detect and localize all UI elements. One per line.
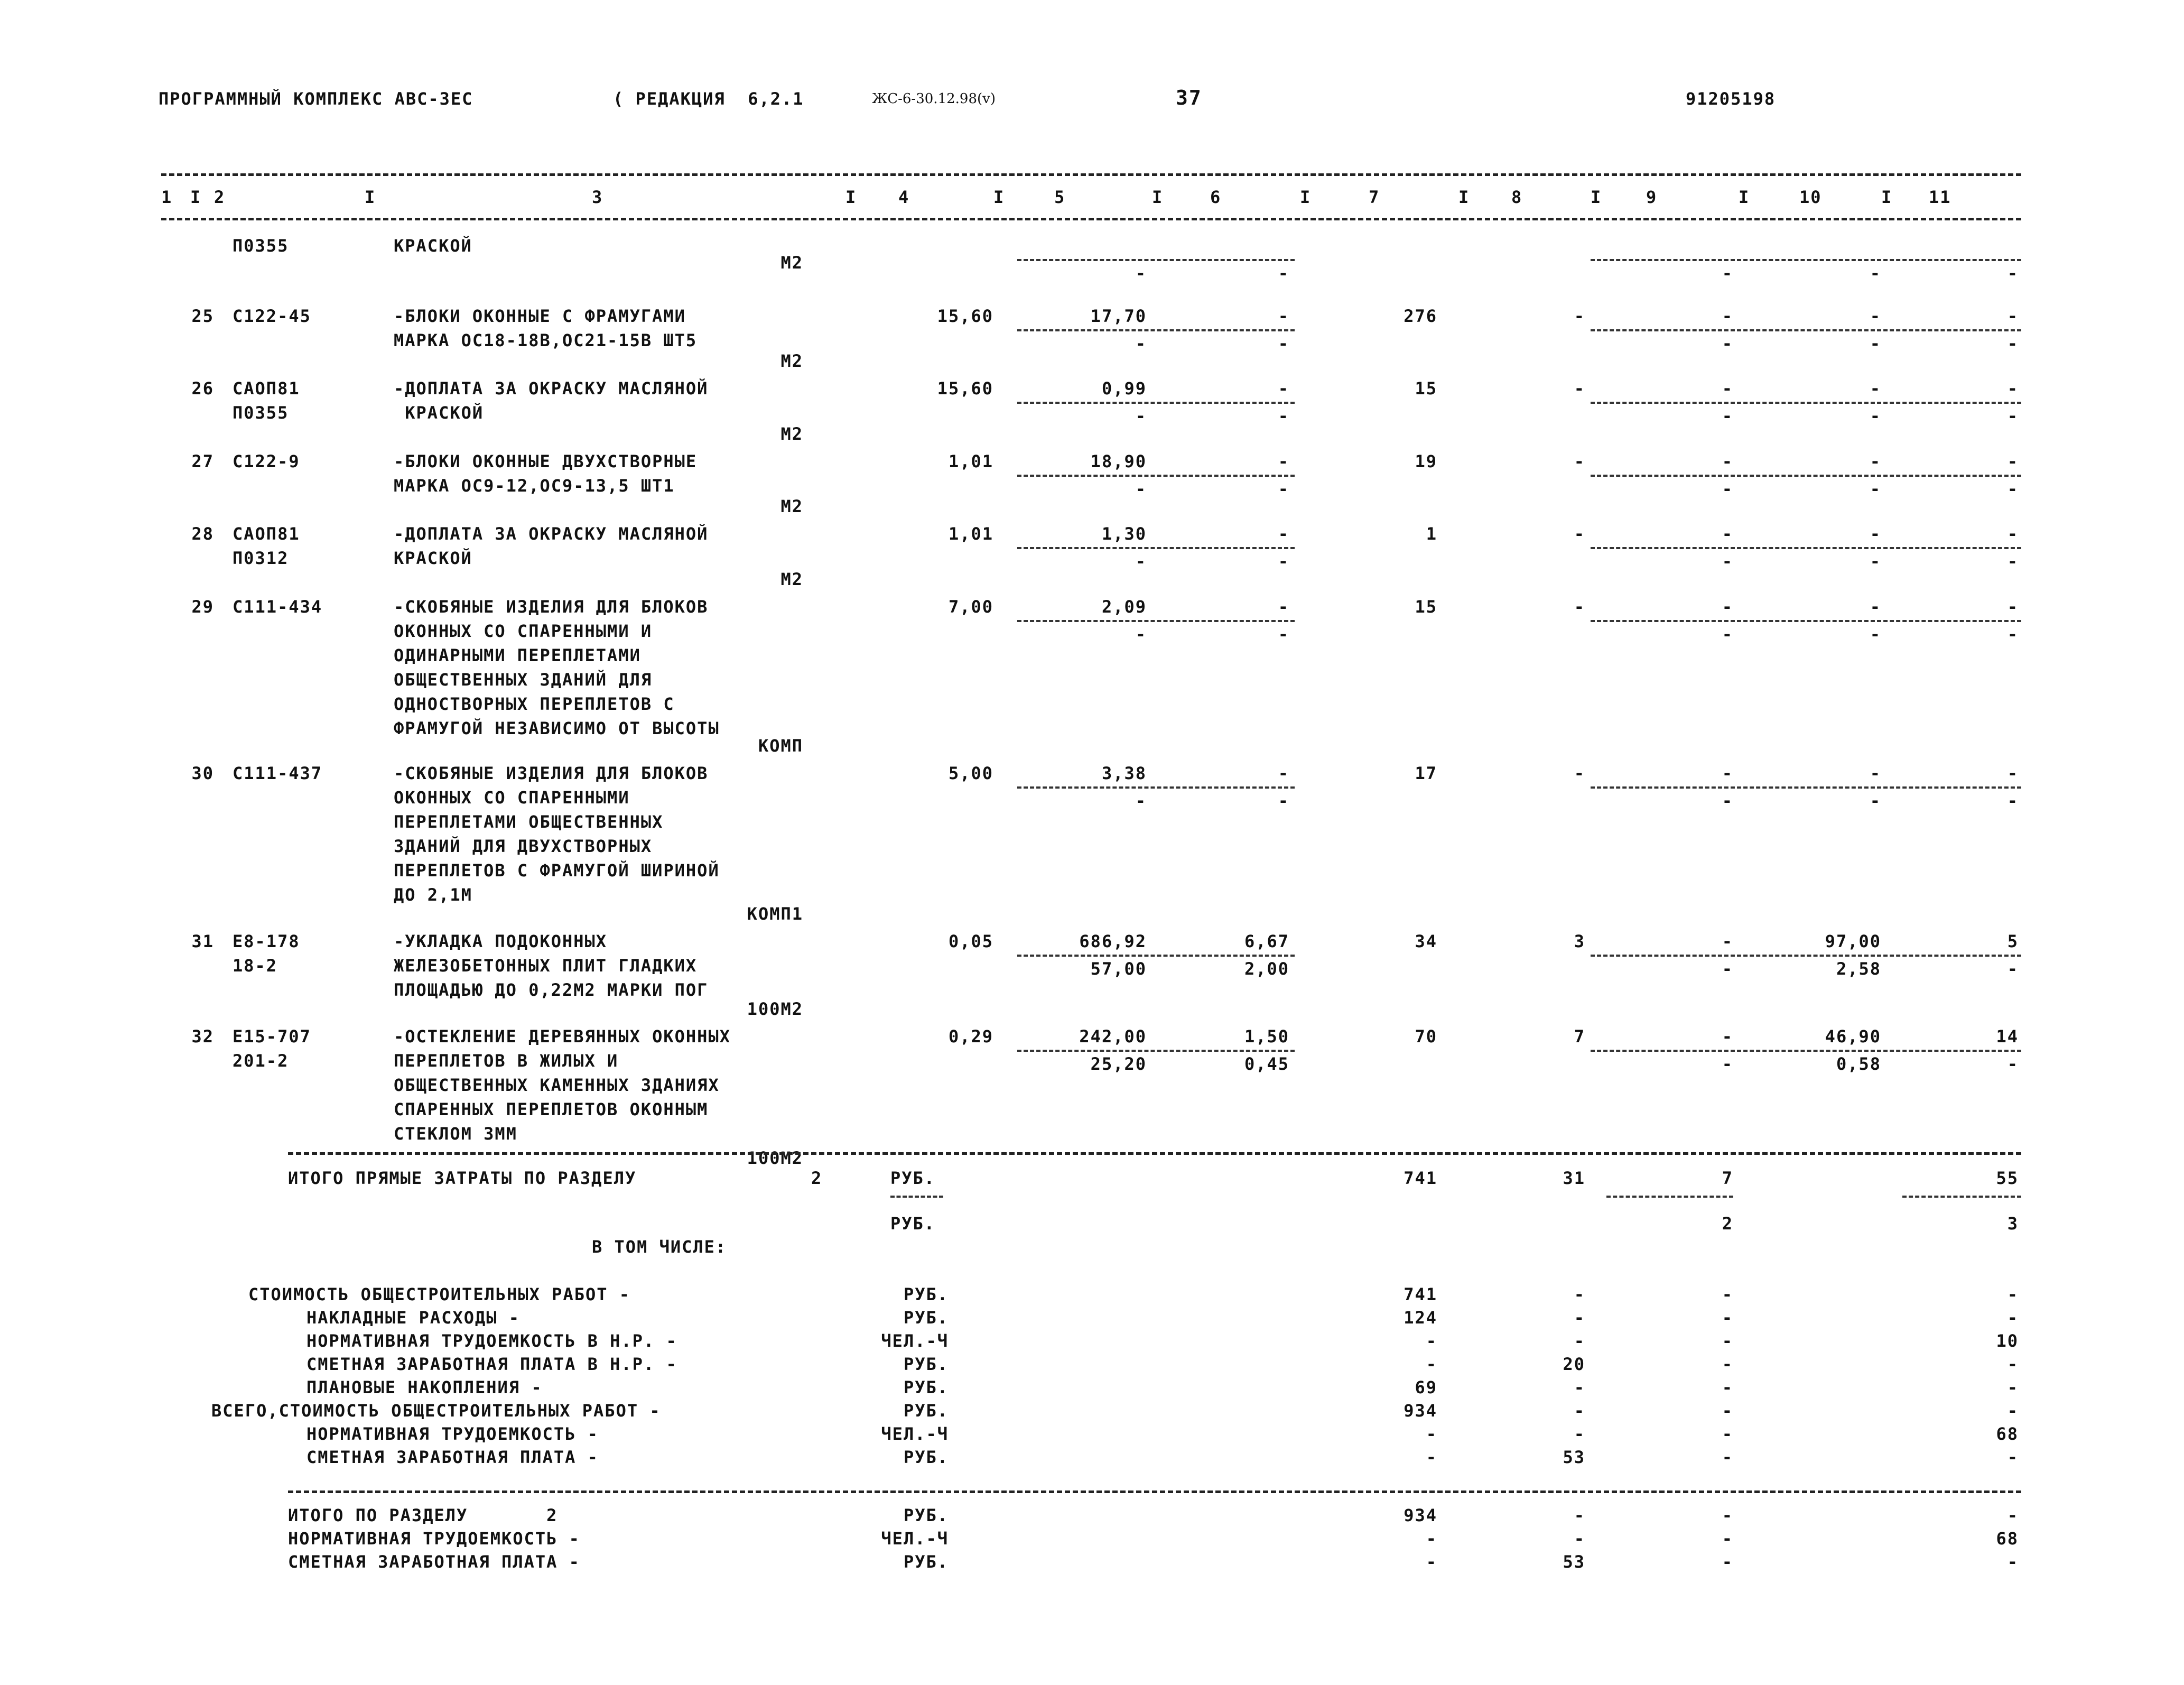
col8-value: - (1574, 378, 1585, 399)
column-number: 10 (1799, 187, 1822, 207)
item-description: -БЛОКИ ОКОННЫЕ ДВУХСТВОРНЫЕ (394, 451, 698, 471)
unit-of-measure: М2 (780, 424, 803, 444)
direct-costs-col11-b: 3 (2007, 1214, 2019, 1234)
cost-rule (1017, 1050, 1295, 1052)
cost-rule (1017, 329, 1295, 331)
summary-unit: ЧЕЛ.-Ч (881, 1424, 949, 1444)
item-code: САОП81 (233, 378, 300, 399)
col5-value: 686,92 (1079, 931, 1147, 951)
col10-value: - (1870, 306, 1881, 326)
col6-value: - (1278, 306, 1289, 326)
col6-labor: - (1278, 406, 1289, 426)
col11-value: - (2007, 763, 2019, 783)
column-separator: I (1739, 187, 1750, 207)
col6-value: 6,67 (1244, 931, 1289, 951)
item-description: ОКОННЫХ СО СПАРЕННЫМИ (394, 788, 630, 808)
col5-labor: - (1135, 791, 1147, 811)
summary-label: ПЛАНОВЫЕ НАКОПЛЕНИЯ - (306, 1377, 543, 1397)
summary-label: ВСЕГО,СТОИМОСТЬ ОБЩЕСТРОИТЕЛЬНЫХ РАБОТ - (211, 1401, 661, 1421)
cost-rule-right (1591, 786, 2021, 789)
summary-col11: - (2007, 1354, 2019, 1374)
col6-value: - (1278, 451, 1289, 471)
item-code: С122-45 (233, 306, 311, 326)
summary-label: НОРМАТИВНАЯ ТРУДОЕМКОСТЬ В Н.Р. - (306, 1331, 677, 1351)
col10-value: - (1870, 451, 1881, 471)
item-description: ПЕРЕПЛЕТОВ В ЖИЛЫХ И (394, 1051, 619, 1071)
item-description: МАРКА ОС18-18В,ОС21-15В ШТ5 (394, 330, 698, 350)
item-description: -УКЛАДКА ПОДОКОННЫХ (394, 931, 608, 951)
header-rule (161, 218, 2021, 220)
cost-rule (1017, 955, 1295, 957)
col10-value: - (1870, 524, 1881, 544)
col11-value: - (2007, 306, 2019, 326)
summary-col8: - (1574, 1308, 1585, 1328)
item-description: -БЛОКИ ОКОННЫЕ С ФРАМУГАМИ (394, 306, 686, 326)
summary-col11: - (2007, 1308, 2019, 1328)
col8-value: - (1574, 763, 1585, 783)
including-label: В ТОМ ЧИСЛЕ: (592, 1237, 727, 1257)
col11-labor: - (2007, 334, 2019, 354)
col6-labor: - (1278, 551, 1289, 571)
col6-value: - (1278, 378, 1289, 399)
section-total-col7: - (1426, 1529, 1437, 1549)
section-total-unit: ЧЕЛ.-Ч (881, 1529, 949, 1549)
cost-rule (1017, 402, 1295, 404)
summary-col11: - (2007, 1447, 2019, 1467)
cost-rule (1017, 259, 1295, 261)
col5-labor: - (1135, 479, 1147, 499)
row-number: 30 (191, 763, 214, 783)
section-total-col11: - (2007, 1552, 2019, 1572)
col6-value: - (1278, 597, 1289, 617)
section-total-label: СМЕТНАЯ ЗАРАБОТНАЯ ПЛАТА - (288, 1552, 580, 1572)
quantity: 1,01 (948, 451, 993, 471)
summary-col7: 69 (1415, 1377, 1437, 1397)
cost-rule-right (1591, 402, 2021, 404)
unit-of-measure: 100М2 (747, 1148, 803, 1168)
section-total-unit: РУБ. (903, 1505, 949, 1525)
column-number: 7 (1369, 187, 1380, 207)
direct-costs-unit: РУБ. (890, 1168, 936, 1188)
section-total-col9: - (1722, 1529, 1733, 1549)
item-code: С111-437 (233, 763, 323, 783)
section-total-unit: РУБ. (903, 1552, 949, 1572)
unit-of-measure: М2 (780, 253, 803, 273)
col9-labor: - (1722, 1054, 1733, 1074)
summary-unit: РУБ. (903, 1447, 949, 1467)
col11-value: - (2007, 597, 2019, 617)
summary-col8: - (1574, 1284, 1585, 1304)
item-description: ОКОННЫХ СО СПАРЕННЫМИ И (394, 621, 653, 641)
col11-labor: - (2007, 551, 2019, 571)
col6-labor: - (1278, 624, 1289, 644)
col11-labor: - (2007, 791, 2019, 811)
col8-value: - (1574, 524, 1585, 544)
item-description: -СКОБЯНЫЕ ИЗДЕЛИЯ ДЛЯ БЛОКОВ (394, 597, 709, 617)
col10-labor: - (1870, 263, 1881, 283)
col5-value: 1,30 (1101, 524, 1147, 544)
col7-value: 15 (1415, 378, 1437, 399)
unit-of-measure: М2 (780, 351, 803, 371)
summary-col9: - (1722, 1377, 1733, 1397)
totals-rule (288, 1152, 2021, 1155)
col7-value: 70 (1415, 1026, 1437, 1047)
col9-labor: - (1722, 263, 1733, 283)
item-code: 18-2 (233, 956, 278, 976)
cost-rule-right (1591, 259, 2021, 261)
summary-label: СТОИМОСТЬ ОБЩЕСТРОИТЕЛЬНЫХ РАБОТ - (248, 1284, 631, 1304)
col7-value: 19 (1415, 451, 1437, 471)
row-number: 29 (191, 597, 214, 617)
row-number: 32 (191, 1026, 214, 1047)
summary-col11: 10 (1996, 1331, 2019, 1351)
column-separator: I (1458, 187, 1470, 207)
column-number: 9 (1646, 187, 1658, 207)
section-total-col11: 68 (1996, 1529, 2019, 1549)
column-number: 2 (214, 187, 226, 207)
col5-value: 242,00 (1079, 1026, 1147, 1047)
col10-labor: - (1870, 479, 1881, 499)
column-number: 6 (1210, 187, 1222, 207)
summary-col8: - (1574, 1424, 1585, 1444)
cost-rule (1017, 786, 1295, 789)
col11-labor: - (2007, 1054, 2019, 1074)
section-total-label: ИТОГО ПО РАЗДЕЛУ 2 (288, 1505, 558, 1525)
summary-col9: - (1722, 1424, 1733, 1444)
quantity: 0,05 (948, 931, 993, 951)
col7-value: 34 (1415, 931, 1437, 951)
summary-label: СМЕТНАЯ ЗАРАБОТНАЯ ПЛАТА В Н.Р. - (306, 1354, 677, 1374)
col9-value: - (1722, 597, 1733, 617)
col5-labor: - (1135, 551, 1147, 571)
col10-labor: 0,58 (1836, 1054, 1881, 1074)
col11-labor: - (2007, 959, 2019, 979)
col10-labor: - (1870, 406, 1881, 426)
section-total-col8: 53 (1563, 1552, 1585, 1572)
col9-value: - (1722, 524, 1733, 544)
item-code: Е8-178 (233, 931, 300, 951)
direct-costs-section: 2 (811, 1168, 823, 1188)
col8-value: - (1574, 451, 1585, 471)
item-description: -СКОБЯНЫЕ ИЗДЕЛИЯ ДЛЯ БЛОКОВ (394, 763, 709, 783)
item-description: МАРКА ОС9-12,ОС9-13,5 ШТ1 (394, 476, 675, 496)
col6-labor: 2,00 (1244, 959, 1289, 979)
col10-value: 97,00 (1825, 931, 1881, 951)
item-description: КРАСКОЙ (394, 403, 484, 423)
col10-value: - (1870, 763, 1881, 783)
item-code: САОП81 (233, 524, 300, 544)
unit-underline (890, 1196, 943, 1198)
item-code: С111-434 (233, 597, 323, 617)
edition-label: ( РЕДАКЦИЯ 6,2.1 (613, 89, 804, 109)
column-separator: I (845, 187, 857, 207)
top-rule (161, 173, 2021, 176)
quantity: 15,60 (937, 306, 993, 326)
unit-of-measure: М2 (780, 569, 803, 589)
cost-rule-right (1591, 620, 2021, 622)
col11-labor: - (2007, 479, 2019, 499)
section-rule (288, 1490, 2021, 1493)
col9-underline (1606, 1196, 1733, 1198)
summary-col11: 68 (1996, 1424, 2019, 1444)
summary-col7: 741 (1404, 1284, 1437, 1304)
direct-costs-unit-2: РУБ. (890, 1214, 936, 1234)
summary-unit: РУБ. (903, 1377, 949, 1397)
col9-value: - (1722, 931, 1733, 951)
col9-labor: - (1722, 406, 1733, 426)
col10-labor: - (1870, 551, 1881, 571)
col9-value: - (1722, 1026, 1733, 1047)
section-total-col11: - (2007, 1505, 2019, 1525)
col7-value: 15 (1415, 597, 1437, 617)
item-description: КРАСКОЙ (394, 548, 472, 568)
section-total-col8: - (1574, 1505, 1585, 1525)
unit-of-measure: 100М2 (747, 999, 803, 1019)
summary-col11: - (2007, 1401, 2019, 1421)
col9-labor: - (1722, 479, 1733, 499)
section-total-label: НОРМАТИВНАЯ ТРУДОЕМКОСТЬ - (288, 1529, 580, 1549)
item-description: ЗДАНИЙ ДЛЯ ДВУХСТВОРНЫХ (394, 836, 653, 856)
summary-col7: - (1426, 1354, 1437, 1374)
col10-labor: 2,58 (1836, 959, 1881, 979)
document-number: 91205198 (1686, 89, 1776, 109)
col8-value: - (1574, 306, 1585, 326)
col6-value: 1,50 (1244, 1026, 1289, 1047)
item-description: ОДНОСТВОРНЫХ ПЕРЕПЛЕТОВ С (394, 694, 675, 714)
item-code: П0355 (233, 236, 289, 256)
col10-value: 46,90 (1825, 1026, 1881, 1047)
summary-col8: 20 (1563, 1354, 1585, 1374)
summary-col7: - (1426, 1331, 1437, 1351)
col5-labor: 25,20 (1090, 1054, 1147, 1074)
summary-col7: 124 (1404, 1308, 1437, 1328)
col11-value: - (2007, 524, 2019, 544)
col11-underline (1902, 1196, 2021, 1198)
section-total-col9: - (1722, 1505, 1733, 1525)
col10-labor: - (1870, 334, 1881, 354)
col6-value: - (1278, 763, 1289, 783)
summary-col7: - (1426, 1447, 1437, 1467)
summary-unit: РУБ. (903, 1284, 949, 1304)
quantity: 0,29 (948, 1026, 993, 1047)
col9-value: - (1722, 306, 1733, 326)
summary-unit: РУБ. (903, 1354, 949, 1374)
column-separator: I (365, 187, 376, 207)
column-separator: I (1300, 187, 1312, 207)
item-description: ОБЩЕСТВЕННЫХ ЗДАНИЙ ДЛЯ (394, 670, 653, 690)
cost-rule (1017, 620, 1295, 622)
direct-costs-col9-b: 2 (1722, 1214, 1733, 1234)
item-description: ОБЩЕСТВЕННЫХ КАМЕННЫХ ЗДАНИЯХ (394, 1075, 720, 1095)
quantity: 15,60 (937, 378, 993, 399)
column-separator: I (993, 187, 1005, 207)
col5-value: 0,99 (1101, 378, 1147, 399)
col11-value: 5 (2007, 931, 2019, 951)
col10-labor: - (1870, 791, 1881, 811)
col10-labor: - (1870, 624, 1881, 644)
col11-labor: - (2007, 406, 2019, 426)
col5-value: 2,09 (1101, 597, 1147, 617)
col11-value: 14 (1996, 1026, 2019, 1047)
col6-labor: 0,45 (1244, 1054, 1289, 1074)
summary-col9: - (1722, 1284, 1733, 1304)
col9-labor: - (1722, 959, 1733, 979)
cost-rule (1017, 475, 1295, 477)
item-description: СТЕКЛОМ 3ММ (394, 1124, 517, 1144)
col8-value: 3 (1574, 931, 1585, 951)
edition-handwritten-note: ЖС-6-30.12.98(v) (872, 91, 996, 107)
column-number: 4 (898, 187, 910, 207)
cost-rule (1017, 547, 1295, 549)
col9-value: - (1722, 378, 1733, 399)
column-number: 1 (161, 187, 173, 207)
column-separator: I (1881, 187, 1893, 207)
summary-label: НОРМАТИВНАЯ ТРУДОЕМКОСТЬ - (306, 1424, 599, 1444)
summary-label: НАКЛАДНЫЕ РАСХОДЫ - (306, 1308, 521, 1328)
summary-col8: - (1574, 1401, 1585, 1421)
item-description: ПЕРЕПЛЕТАМИ ОБЩЕСТВЕННЫХ (394, 812, 664, 832)
summary-col8: - (1574, 1377, 1585, 1397)
row-number: 27 (191, 451, 214, 471)
col5-labor: 57,00 (1090, 959, 1147, 979)
col9-value: - (1722, 451, 1733, 471)
direct-costs-col9: 7 (1722, 1168, 1733, 1188)
summary-col9: - (1722, 1401, 1733, 1421)
col6-value: - (1278, 524, 1289, 544)
summary-col9: - (1722, 1447, 1733, 1467)
col7-value: 276 (1404, 306, 1437, 326)
column-separator: I (190, 187, 202, 207)
item-description: ДО 2,1М (394, 885, 472, 905)
item-code: П0312 (233, 548, 289, 568)
page-number: 37 (1176, 86, 1202, 109)
col9-value: - (1722, 763, 1733, 783)
row-number: 31 (191, 931, 214, 951)
col7-value: 17 (1415, 763, 1437, 783)
column-number: 11 (1929, 187, 1951, 207)
cost-rule-right (1591, 955, 2021, 957)
program-title: ПРОГРАММНЫЙ КОМПЛЕКС АВС-ЗЕС (159, 89, 473, 109)
summary-unit: РУБ. (903, 1308, 949, 1328)
section-total-col7: - (1426, 1552, 1437, 1572)
summary-col9: - (1722, 1354, 1733, 1374)
col11-value: - (2007, 378, 2019, 399)
col11-labor: - (2007, 624, 2019, 644)
quantity: 5,00 (948, 763, 993, 783)
item-description: ПЛОЩАДЬЮ ДО 0,22М2 МАРКИ ПОГ (394, 980, 709, 1000)
row-number: 25 (191, 306, 214, 326)
col6-labor: - (1278, 479, 1289, 499)
col5-value: 3,38 (1101, 763, 1147, 783)
direct-costs-col7: 741 (1404, 1168, 1437, 1188)
col11-labor: - (2007, 263, 2019, 283)
column-separator: I (1591, 187, 1602, 207)
summary-col11: - (2007, 1284, 2019, 1304)
cost-rule-right (1591, 1050, 2021, 1052)
col6-labor: - (1278, 263, 1289, 283)
row-number: 28 (191, 524, 214, 544)
col9-labor: - (1722, 791, 1733, 811)
section-total-col8: - (1574, 1529, 1585, 1549)
col9-labor: - (1722, 624, 1733, 644)
col5-labor: - (1135, 334, 1147, 354)
summary-col7: - (1426, 1424, 1437, 1444)
summary-label: СМЕТНАЯ ЗАРАБОТНАЯ ПЛАТА - (306, 1447, 599, 1467)
column-number: 3 (592, 187, 603, 207)
col5-labor: - (1135, 624, 1147, 644)
item-description: ОДИНАРНЫМИ ПЕРЕПЛЕТАМИ (394, 645, 641, 665)
summary-col8: 53 (1563, 1447, 1585, 1467)
col5-labor: - (1135, 263, 1147, 283)
summary-col8: - (1574, 1331, 1585, 1351)
column-separator: I (1152, 187, 1164, 207)
col5-value: 18,90 (1090, 451, 1147, 471)
section-total-col9: - (1722, 1552, 1733, 1572)
section-total-col7: 934 (1404, 1505, 1437, 1525)
col5-value: 17,70 (1090, 306, 1147, 326)
summary-col9: - (1722, 1331, 1733, 1351)
summary-col9: - (1722, 1308, 1733, 1328)
item-description: ЖЕЛЕЗОБЕТОННЫХ ПЛИТ ГЛАДКИХ (394, 956, 698, 976)
item-description: ФРАМУГОЙ НЕЗАВИСИМО ОТ ВЫСОТЫ (394, 718, 720, 738)
item-description: -ДОПЛАТА ЗА ОКРАСКУ МАСЛЯНОЙ (394, 524, 709, 544)
item-description: -ОСТЕКЛЕНИЕ ДЕРЕВЯННЫХ ОКОННЫХ (394, 1026, 731, 1047)
col9-labor: - (1722, 551, 1733, 571)
unit-of-measure: М2 (780, 496, 803, 516)
quantity: 7,00 (948, 597, 993, 617)
row-number: 26 (191, 378, 214, 399)
item-description: КРАСКОЙ (394, 236, 472, 256)
item-description: СПАРЕННЫХ ПЕРЕПЛЕТОВ ОКОННЫМ (394, 1099, 709, 1119)
summary-unit: ЧЕЛ.-Ч (881, 1331, 949, 1351)
cost-rule-right (1591, 547, 2021, 549)
col9-labor: - (1722, 334, 1733, 354)
col10-value: - (1870, 378, 1881, 399)
column-number: 5 (1054, 187, 1066, 207)
col8-value: 7 (1574, 1026, 1585, 1047)
col10-value: - (1870, 597, 1881, 617)
item-description: -ДОПЛАТА ЗА ОКРАСКУ МАСЛЯНОЙ (394, 378, 709, 399)
col6-labor: - (1278, 791, 1289, 811)
col8-value: - (1574, 597, 1585, 617)
cost-rule-right (1591, 475, 2021, 477)
item-code: 201-2 (233, 1051, 289, 1071)
item-code: П0355 (233, 403, 289, 423)
direct-costs-col8: 31 (1563, 1168, 1585, 1188)
col6-labor: - (1278, 334, 1289, 354)
unit-of-measure: КОМП1 (747, 904, 803, 924)
unit-of-measure: КОМП (758, 736, 803, 756)
quantity: 1,01 (948, 524, 993, 544)
item-description: ПЕРЕПЛЕТОВ С ФРАМУГОЙ ШИРИНОЙ (394, 860, 720, 881)
summary-unit: РУБ. (903, 1401, 949, 1421)
cost-rule-right (1591, 329, 2021, 331)
col11-value: - (2007, 451, 2019, 471)
summary-col7: 934 (1404, 1401, 1437, 1421)
item-code: С122-9 (233, 451, 300, 471)
col7-value: 1 (1426, 524, 1437, 544)
col5-labor: - (1135, 406, 1147, 426)
direct-costs-label: ИТОГО ПРЯМЫЕ ЗАТРАТЫ ПО РАЗДЕЛУ (288, 1168, 637, 1188)
summary-col11: - (2007, 1377, 2019, 1397)
direct-costs-col11: 55 (1996, 1168, 2019, 1188)
column-number: 8 (1511, 187, 1523, 207)
item-code: Е15-707 (233, 1026, 311, 1047)
